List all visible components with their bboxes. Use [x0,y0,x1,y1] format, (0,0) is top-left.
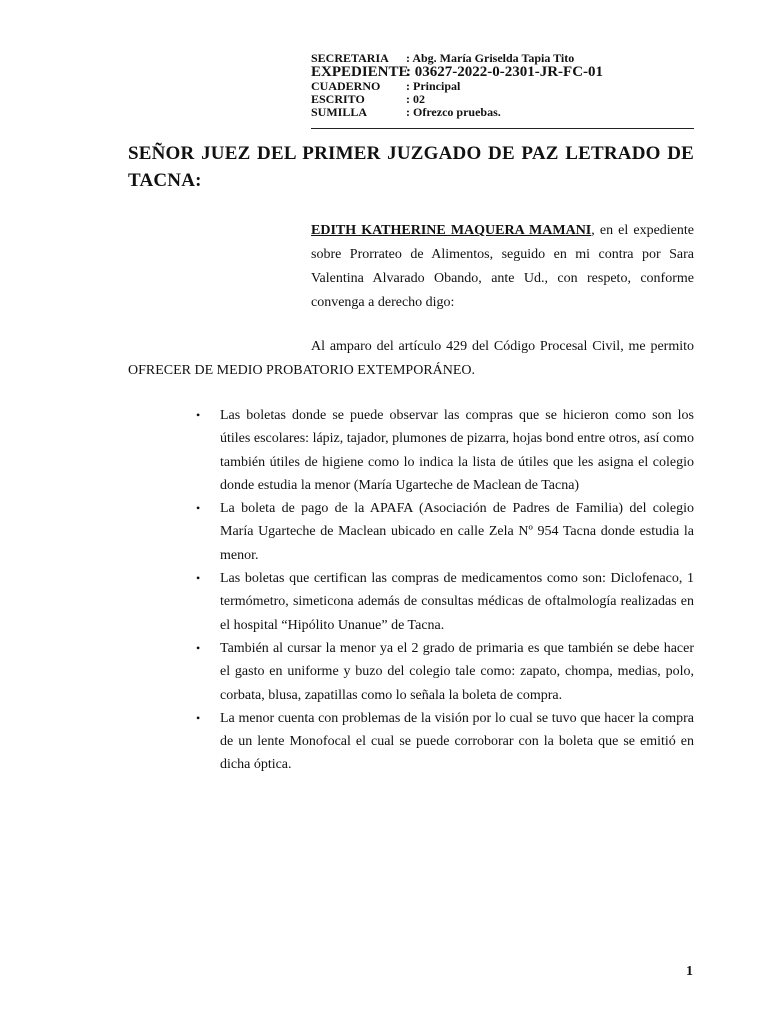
page-number: 1 [686,964,693,979]
list-item-text: La menor cuenta con problemas de la visión por lo cual se tuvo que hacer la compra de un lente Monofocal el cual se puede corroborar con la boleta que se emitió en dicha óptica. [220,710,694,773]
header-row-escrito [311,93,694,106]
case-header [311,52,694,119]
header-value: : 02 [406,92,425,106]
bullet-icon: • [196,710,201,725]
bullet-icon: • [196,640,201,655]
header-value: : Ofrezco pruebas. [406,105,501,119]
list-item [193,404,694,497]
list-item-text: Las boletas donde se puede observar las compras que se hicieron como son los útiles escolares: lápiz, tajador, plumones de pizarra, hojas bond entre otros, así como también útiles de higiene como lo indica la lista de útiles que les asigna el colegio donde estudia la menor (María Ugarteche de Maclean de Tacna) [220,408,694,493]
intro-paragraph [311,219,694,315]
legal-basis-paragraph [128,335,694,383]
list-item [193,707,694,777]
header-value: : Principal [406,79,461,93]
header-label: ESCRITO [311,92,365,106]
header-value: : Abg. María Griselda Tapia Tito [406,51,575,65]
bullet-icon: • [196,501,201,516]
list-item [193,637,694,707]
list-item [193,567,694,637]
list-item [193,497,694,567]
header-label: SECRETARIA [311,51,389,65]
header-row-sumilla [311,106,694,119]
bullet-icon: • [196,408,201,422]
header-divider [311,128,694,129]
litigant-name: EDITH KATHERINE MAQUERA MAMANI [311,223,592,238]
header-label: CUADERNO [311,79,381,93]
header-row-expediente [311,65,694,80]
header-label: EXPEDIENTE [311,64,409,80]
header-value: : 03627-2022-0-2301-JR-FC-01 [406,64,604,80]
bullet-icon: • [196,571,201,586]
legal-basis-text: Al amparo del artículo 429 del Código Procesal Civil, me permito OFRECER DE MEDIO PROBATORIO EXTEMPORÁNEO. [128,339,694,378]
header-row-cuaderno [311,80,694,93]
evidence-list [193,404,694,777]
court-title: SEÑOR JUEZ DEL PRIMER JUZGADO DE PAZ LETRADO DE TACNA: [128,143,694,191]
header-label: SUMILLA [311,105,368,119]
list-item-text: También al cursar la menor ya el 2 grado de primaria es que también se debe hacer el gasto en uniforme y buzo del colegio tale como: zapato, chompa, medias, polo, corbata, blusa, zapatillas como lo señala la boleta de compra. [220,640,694,703]
intro-text: , en el expediente sobre Prorrateo de Alimentos, seguido en mi contra por Sara Valentina Alvarado Obando, ante Ud., con respeto, conforme convenga a derecho digo: [311,223,694,310]
list-item-text: Las boletas que certifican las compras de medicamentos como son: Diclofenaco, 1 termómetro, simeticona además de consultas médicas de oftalmología realizadas en el hospital “Hipólito Unanue” de Tacna. [220,571,694,633]
list-item-text: La boleta de pago de la APAFA (Asociación de Padres de Familia) del colegio María Ugarteche de Maclean ubicado en calle Zela Nº 954 Tacna donde estudia la menor. [220,501,694,563]
